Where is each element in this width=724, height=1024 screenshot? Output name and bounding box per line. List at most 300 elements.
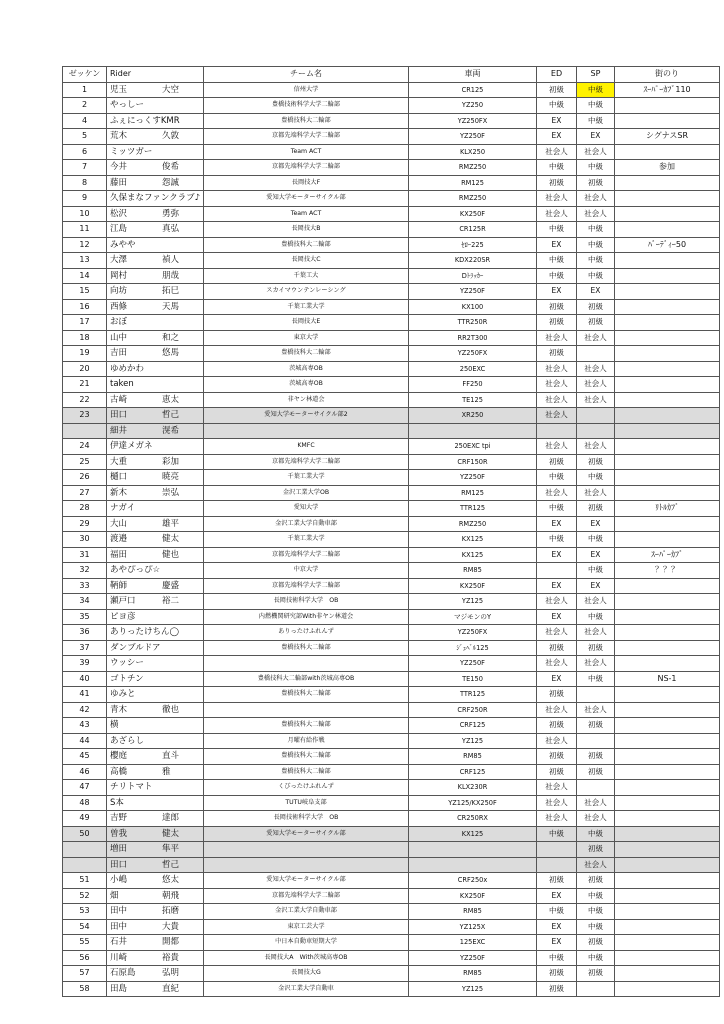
rider-last-name: 櫻庭	[110, 751, 128, 762]
table-row	[63, 656, 720, 672]
sp-class-cell: 社会人	[577, 485, 615, 501]
header-row	[63, 67, 720, 83]
ed-class-cell: 社会人	[537, 702, 577, 718]
bike-cell: RM85	[409, 966, 537, 982]
team-cell: 豊橋技科大二輪部	[204, 640, 409, 656]
rider-name-cell	[107, 284, 204, 300]
team-cell: KMFC	[204, 439, 409, 455]
bike-cell: RMZ250	[409, 191, 537, 207]
table-row	[63, 919, 720, 935]
rider-last-name: 大澤	[110, 255, 128, 266]
ed-class-cell: 社会人	[537, 439, 577, 455]
rider-first-name: 直紀	[162, 983, 180, 994]
table-row	[63, 253, 720, 269]
bike-cell: KX125	[409, 547, 537, 563]
team-cell: 金沢工業大学自動車部	[204, 904, 409, 920]
bib-number-cell: 26	[63, 470, 107, 486]
town-class-cell	[615, 981, 720, 997]
team-cell: 豊橋技科大二輪部	[204, 346, 409, 362]
bib-number-cell: 52	[63, 888, 107, 904]
town-class-cell	[615, 919, 720, 935]
team-cell: 京都先端科学大学二輪部	[204, 888, 409, 904]
bib-number-cell: 29	[63, 516, 107, 532]
table-row	[63, 454, 720, 470]
town-class-cell	[615, 888, 720, 904]
town-class-cell: シグナスSR	[615, 129, 720, 145]
sp-class-cell: 初級	[577, 454, 615, 470]
bike-cell: CR250RX	[409, 811, 537, 827]
bib-number-cell: 33	[63, 578, 107, 594]
rider-name-cell	[107, 625, 204, 641]
ed-class-cell: 社会人	[537, 733, 577, 749]
town-class-cell	[615, 439, 720, 455]
ed-class-cell	[537, 842, 577, 858]
bike-cell: YZ250FX	[409, 625, 537, 641]
bib-number-cell: 1	[63, 82, 107, 98]
town-class-cell	[615, 532, 720, 548]
rider-first-name: 健太	[162, 534, 180, 545]
bike-cell: ｾﾛｰ225	[409, 237, 537, 253]
rider-last-name: S本	[110, 797, 124, 808]
sp-class-cell: 初級	[577, 935, 615, 951]
sp-class-cell: 初級	[577, 640, 615, 656]
bib-number-cell: 23	[63, 408, 107, 424]
team-cell: 茨城高専OB	[204, 361, 409, 377]
bike-cell: YZ125X	[409, 919, 537, 935]
rider-name-cell	[107, 253, 204, 269]
bike-cell: CRF150R	[409, 454, 537, 470]
bib-number-cell	[63, 857, 107, 873]
sp-class-cell	[577, 408, 615, 424]
bib-number-cell: 12	[63, 237, 107, 253]
sp-class-cell: 初級	[577, 873, 615, 889]
rider-last-name: 大山	[110, 518, 128, 529]
town-class-cell	[615, 361, 720, 377]
sp-class-cell: 社会人	[577, 330, 615, 346]
ed-class-cell: 社会人	[537, 594, 577, 610]
team-cell: 長岡技術科学大学 OB	[204, 594, 409, 610]
rider-first-name: 大貴	[162, 921, 180, 932]
bike-cell: YZ125	[409, 733, 537, 749]
team-cell: 豊橋技科大二輪部	[204, 113, 409, 129]
rider-last-name: taken	[110, 379, 134, 390]
rider-first-name: 和之	[162, 332, 180, 343]
town-class-cell	[615, 392, 720, 408]
town-class-cell	[615, 470, 720, 486]
bike-cell: 250EXC tpi	[409, 439, 537, 455]
rider-name-cell	[107, 501, 204, 517]
ed-class-cell	[537, 563, 577, 579]
table-row	[63, 764, 720, 780]
rider-last-name: 高橋	[110, 766, 128, 777]
sp-class-cell: 社会人	[577, 857, 615, 873]
ed-class-cell: 社会人	[537, 361, 577, 377]
team-cell: 愛知大学モーターサイクル部	[204, 826, 409, 842]
team-cell: 千葉工大	[204, 268, 409, 284]
team-cell: 愛知大学	[204, 501, 409, 517]
table-row	[63, 857, 720, 873]
ed-class-cell: 社会人	[537, 206, 577, 222]
team-cell: Team ACT	[204, 206, 409, 222]
team-cell: ありったけふれんず	[204, 625, 409, 641]
rider-name-cell	[107, 609, 204, 625]
ed-class-cell: 中級	[537, 268, 577, 284]
ed-class-cell: 中級	[537, 532, 577, 548]
town-class-cell	[615, 873, 720, 889]
rider-first-name: 弘明	[162, 968, 180, 979]
rider-last-name: 小嶋	[110, 875, 128, 886]
rider-name-cell	[107, 330, 204, 346]
bib-number-cell: 16	[63, 299, 107, 315]
team-cell: 京都先端科学大学二輪部	[204, 454, 409, 470]
table-row	[63, 222, 720, 238]
ed-class-cell: EX	[537, 113, 577, 129]
rider-name-cell	[107, 516, 204, 532]
team-cell: 千葉工業大学	[204, 299, 409, 315]
table-row	[63, 129, 720, 145]
team-cell: 金沢工業大学自動車	[204, 981, 409, 997]
ed-class-cell: 社会人	[537, 485, 577, 501]
town-class-cell	[615, 935, 720, 951]
rider-last-name: 吉野	[110, 813, 128, 824]
town-class-cell	[615, 253, 720, 269]
bike-cell	[409, 423, 537, 439]
sp-class-cell	[577, 981, 615, 997]
rider-last-name: 樋口	[110, 472, 128, 483]
rider-first-name: 悠太	[162, 875, 180, 886]
rider-last-name: ウッシー	[110, 658, 144, 669]
rider-last-name: 伊達メガネ	[110, 441, 153, 452]
bib-number-cell: 57	[63, 966, 107, 982]
rider-last-name: ふぇにっくすKMR	[110, 115, 180, 126]
rider-last-name: 岡村	[110, 270, 128, 281]
table-row	[63, 392, 720, 408]
bike-cell	[409, 842, 537, 858]
ed-class-cell: 初級	[537, 718, 577, 734]
ed-class-cell: EX	[537, 578, 577, 594]
rider-last-name: みやや	[110, 239, 136, 250]
bike-cell: KDX220SR	[409, 253, 537, 269]
bike-cell: TE150	[409, 671, 537, 687]
bike-cell: CR125	[409, 82, 537, 98]
bib-number-cell: 56	[63, 950, 107, 966]
table-row	[63, 718, 720, 734]
town-class-cell: ｽｰﾊﾟｰｶﾌﾞ	[615, 547, 720, 563]
ed-class-cell: 社会人	[537, 144, 577, 160]
bike-cell: KX250F	[409, 578, 537, 594]
team-cell: 金沢工業大学自動車部	[204, 516, 409, 532]
town-class-cell	[615, 966, 720, 982]
table-row	[63, 532, 720, 548]
sp-class-cell: 中級	[577, 160, 615, 176]
bib-number-cell	[63, 423, 107, 439]
rider-first-name: 直斗	[162, 751, 180, 762]
rider-name-cell	[107, 98, 204, 114]
rider-name-cell	[107, 656, 204, 672]
sp-class-cell: 初級	[577, 842, 615, 858]
ed-class-cell: 社会人	[537, 780, 577, 796]
table-row	[63, 423, 720, 439]
ed-class-cell: EX	[537, 919, 577, 935]
header-sp: SP	[577, 67, 615, 83]
rider-name-cell	[107, 144, 204, 160]
bib-number-cell: 31	[63, 547, 107, 563]
table-row	[63, 749, 720, 765]
town-class-cell	[615, 206, 720, 222]
town-class-cell	[615, 904, 720, 920]
table-row	[63, 780, 720, 796]
rider-last-name: 吉田	[110, 348, 128, 359]
ed-class-cell: EX	[537, 935, 577, 951]
ed-class-cell: EX	[537, 129, 577, 145]
rider-last-name: ゆみと	[110, 689, 136, 700]
rider-name-cell	[107, 315, 204, 331]
rider-first-name: 拓磨	[162, 906, 180, 917]
ed-class-cell	[537, 423, 577, 439]
rider-name-cell	[107, 981, 204, 997]
rider-first-name: 徹也	[162, 704, 180, 715]
team-cell: 中京大学	[204, 563, 409, 579]
sp-class-cell: 社会人	[577, 392, 615, 408]
team-cell: 千葉工業大学	[204, 470, 409, 486]
town-class-cell	[615, 687, 720, 703]
team-cell	[204, 656, 409, 672]
team-cell: 豊橋技科大二輪部	[204, 237, 409, 253]
table-row	[63, 640, 720, 656]
sp-class-cell: 初級	[577, 501, 615, 517]
rider-name-cell	[107, 129, 204, 145]
bike-cell: RM85	[409, 563, 537, 579]
town-class-cell: 参加	[615, 160, 720, 176]
bib-number-cell: 8	[63, 175, 107, 191]
bib-number-cell: 37	[63, 640, 107, 656]
rider-first-name: 達郎	[162, 813, 180, 824]
team-cell: 長岡技大A With茨城高専OB	[204, 950, 409, 966]
table-row	[63, 842, 720, 858]
bike-cell: RM85	[409, 904, 537, 920]
rider-name-cell	[107, 377, 204, 393]
bib-number-cell: 21	[63, 377, 107, 393]
rider-last-name: ミッツガー	[110, 146, 153, 157]
bike-cell: RM85	[409, 749, 537, 765]
team-cell: 豊橋技科大二輪部	[204, 687, 409, 703]
town-class-cell	[615, 733, 720, 749]
bike-cell: TTR250R	[409, 315, 537, 331]
sp-class-cell: 中級	[577, 826, 615, 842]
rider-name-cell	[107, 857, 204, 873]
rider-last-name: 新木	[110, 487, 128, 498]
rider-name-cell	[107, 780, 204, 796]
table-row	[63, 563, 720, 579]
header-rider: Rider	[107, 67, 204, 83]
bib-number-cell: 4	[63, 113, 107, 129]
town-class-cell	[615, 640, 720, 656]
rider-last-name: 福田	[110, 549, 128, 560]
bike-cell: KX125	[409, 532, 537, 548]
table-row	[63, 671, 720, 687]
town-class-cell	[615, 950, 720, 966]
ed-class-cell: 社会人	[537, 625, 577, 641]
sp-class-cell: EX	[577, 547, 615, 563]
rider-name-cell	[107, 718, 204, 734]
town-class-cell: NS-1	[615, 671, 720, 687]
bike-cell: CRF250R	[409, 702, 537, 718]
rider-last-name: やっしー	[110, 100, 145, 111]
table-row	[63, 935, 720, 951]
rider-last-name: 横	[110, 720, 119, 731]
rider-name-cell	[107, 873, 204, 889]
rider-name-cell	[107, 191, 204, 207]
rider-first-name: 裕二	[162, 596, 180, 607]
town-class-cell	[615, 795, 720, 811]
table-row	[63, 609, 720, 625]
ed-class-cell: 初級	[537, 299, 577, 315]
table-row	[63, 175, 720, 191]
town-class-cell	[615, 764, 720, 780]
rider-name-cell	[107, 361, 204, 377]
rider-name-cell	[107, 935, 204, 951]
rider-name-cell	[107, 749, 204, 765]
ed-class-cell: 中級	[537, 253, 577, 269]
bib-number-cell: 11	[63, 222, 107, 238]
ed-class-cell: 初級	[537, 687, 577, 703]
sp-class-cell: 社会人	[577, 795, 615, 811]
rider-last-name: 松沢	[110, 208, 128, 219]
bike-cell: Dﾄﾗｯｶｰ	[409, 268, 537, 284]
sp-class-cell: 初級	[577, 966, 615, 982]
town-class-cell: ？？？	[615, 563, 720, 579]
table-row	[63, 981, 720, 997]
bib-number-cell: 34	[63, 594, 107, 610]
sp-class-cell: 社会人	[577, 377, 615, 393]
rider-last-name: 大重	[110, 456, 128, 467]
rider-name-cell	[107, 702, 204, 718]
bike-cell: ｼﾞｭﾍﾞﾙ125	[409, 640, 537, 656]
ed-class-cell: 中級	[537, 904, 577, 920]
bib-number-cell: 44	[63, 733, 107, 749]
sp-class-cell: 初級	[577, 718, 615, 734]
bike-cell: CRF125	[409, 764, 537, 780]
rider-first-name: 滉希	[162, 425, 180, 436]
rider-first-name: 哲己	[162, 410, 180, 421]
town-class-cell	[615, 656, 720, 672]
ed-class-cell: 初級	[537, 454, 577, 470]
rider-last-name: 田中	[110, 921, 128, 932]
bib-number-cell: 50	[63, 826, 107, 842]
rider-name-cell	[107, 904, 204, 920]
bike-cell: XR250	[409, 408, 537, 424]
bike-cell: YZ250F	[409, 950, 537, 966]
town-class-cell	[615, 485, 720, 501]
bike-cell: YZ250	[409, 98, 537, 114]
sp-class-cell: 中級	[577, 237, 615, 253]
ed-class-cell: EX	[537, 609, 577, 625]
sp-class-cell: 中級	[577, 253, 615, 269]
ed-class-cell: 中級	[537, 98, 577, 114]
town-class-cell	[615, 377, 720, 393]
rider-first-name: 朋哉	[162, 270, 180, 281]
bike-cell: CR125R	[409, 222, 537, 238]
ed-class-cell: 中級	[537, 470, 577, 486]
rider-first-name: 崇弘	[162, 487, 180, 498]
team-cell: 内燃機関研究部With非ヤン林道会	[204, 609, 409, 625]
rider-name-cell	[107, 826, 204, 842]
sp-class-cell: 社会人	[577, 811, 615, 827]
bib-number-cell: 46	[63, 764, 107, 780]
bib-number-cell: 6	[63, 144, 107, 160]
rider-last-name: 荒木	[110, 131, 128, 142]
bib-number-cell: 5	[63, 129, 107, 145]
bib-number-cell: 25	[63, 454, 107, 470]
town-class-cell	[615, 408, 720, 424]
rider-last-name: 石井	[110, 937, 128, 948]
table-row	[63, 811, 720, 827]
team-cell	[204, 423, 409, 439]
table-row	[63, 966, 720, 982]
ed-class-cell: 初級	[537, 981, 577, 997]
bib-number-cell: 22	[63, 392, 107, 408]
table-row	[63, 346, 720, 362]
table-row	[63, 873, 720, 889]
town-class-cell	[615, 780, 720, 796]
rider-first-name: 大空	[162, 84, 180, 95]
table-row	[63, 516, 720, 532]
rider-name-cell	[107, 888, 204, 904]
sp-class-cell: 中級	[577, 904, 615, 920]
town-class-cell	[615, 222, 720, 238]
table-row	[63, 98, 720, 114]
town-class-cell	[615, 268, 720, 284]
bib-number-cell: 49	[63, 811, 107, 827]
team-cell: 豊橋技科大二輪部	[204, 718, 409, 734]
ed-class-cell: 初級	[537, 966, 577, 982]
team-cell: 愛知大学モーターサイクル部2	[204, 408, 409, 424]
team-cell: 信州大学	[204, 82, 409, 98]
bike-cell: YZ125	[409, 981, 537, 997]
town-class-cell: ﾘﾄﾙｶﾌﾞ	[615, 501, 720, 517]
team-cell: 茨城高専OB	[204, 377, 409, 393]
town-class-cell	[615, 330, 720, 346]
bib-number-cell: 47	[63, 780, 107, 796]
bike-cell: 125EXC	[409, 935, 537, 951]
rider-last-name: チリトマト	[110, 782, 153, 793]
team-cell: 月曜有給作戦	[204, 733, 409, 749]
rider-name-cell	[107, 160, 204, 176]
table-row	[63, 795, 720, 811]
table-row	[63, 237, 720, 253]
sp-class-cell: 初級	[577, 764, 615, 780]
team-cell: 愛知大学モーターサイクル部	[204, 873, 409, 889]
ed-class-cell	[537, 857, 577, 873]
rider-name-cell	[107, 640, 204, 656]
table-row	[63, 888, 720, 904]
team-cell	[204, 702, 409, 718]
bib-number-cell: 54	[63, 919, 107, 935]
rider-last-name: 田口	[110, 410, 128, 421]
table-row	[63, 826, 720, 842]
sp-class-cell: 中級	[577, 470, 615, 486]
rider-name-cell	[107, 578, 204, 594]
bike-cell: KX250F	[409, 888, 537, 904]
rider-first-name: 彩加	[162, 456, 180, 467]
rider-first-name: 拓巳	[162, 286, 180, 297]
rider-name-cell	[107, 532, 204, 548]
ed-class-cell: 初級	[537, 82, 577, 98]
sp-class-cell	[577, 780, 615, 796]
table-row	[63, 485, 720, 501]
rider-first-name: 真弘	[162, 224, 180, 235]
rider-last-name: 今井	[110, 162, 128, 173]
